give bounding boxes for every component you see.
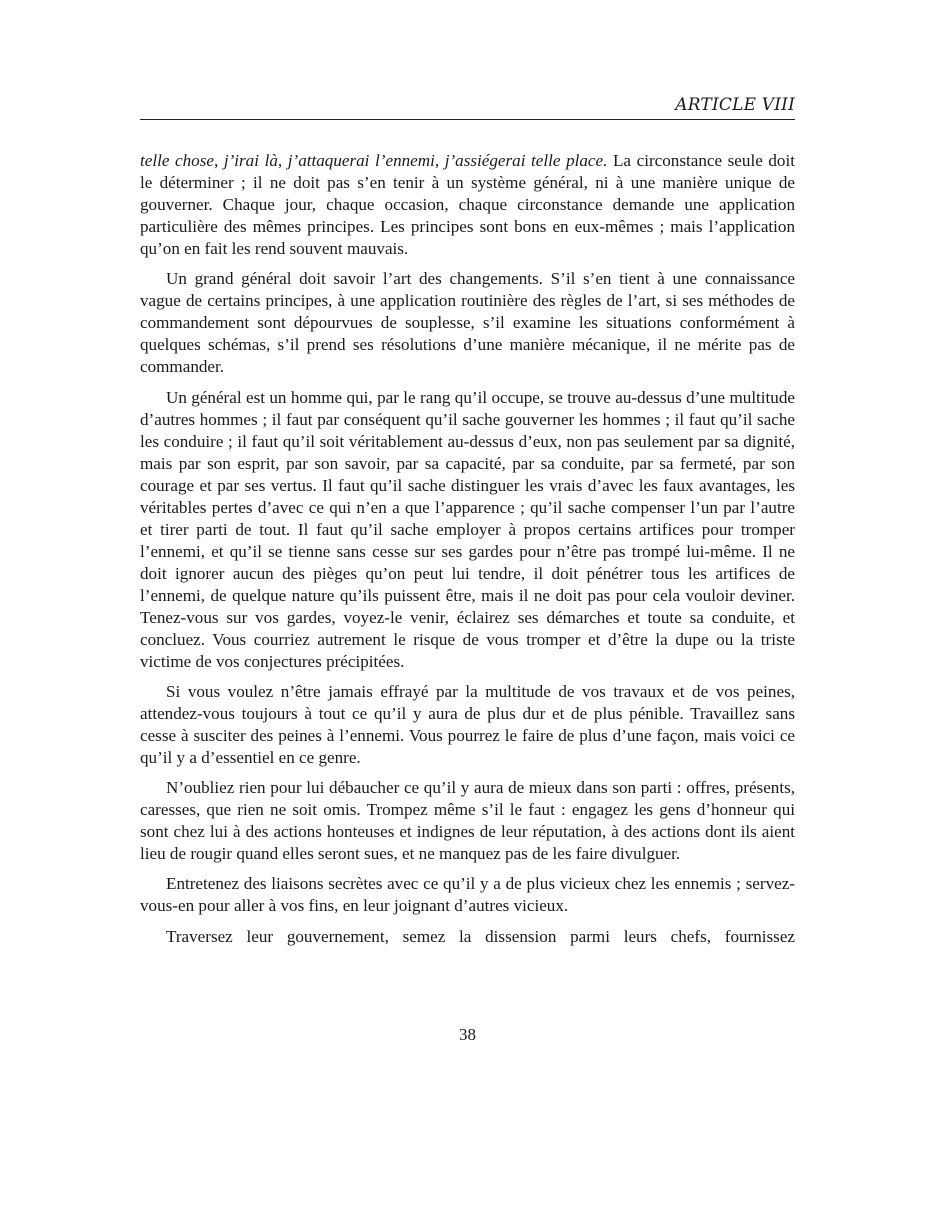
paragraph: N’oubliez rien pour lui débaucher ce qu’il y aura de mieux dans son parti : offres, présents, caresses, que rien ne soit omis. Trompez même s’il le faut : engagez les gens d’honneur qui sont chez lui à des actions honteuses et indignes de leur réputation, à des actions dont ils aient lieu de rougir quand elles seront sues, et ne manquez pas de les faire divulguer. [140,778,795,864]
italic-lead: telle chose, j’irai là, j’attaquerai l’ennemi, j’assiégerai telle place. [140,151,608,170]
paragraph: Entretenez des liaisons secrètes avec ce qu’il y a de plus vicieux chez les ennemis ; servez-vous-en pour aller à vos fins, en leur joignant d’autres vicieux. [140,874,795,916]
running-head: ARTICLE VIII [675,95,795,115]
paragraph: Un grand général doit savoir l’art des changements. S’il s’en tient à une connaissance vague de certains principes, à une application routinière des règles de l’art, si ses méthodes de commandement sont dépourvues de souplesse, s’il examine les situations conformément à quelques schémas, s’il prend ses résolutions d’une manière mécanique, il ne mérite pas de commander. [140,269,795,377]
body-text [140,150,795,956]
paragraph-text: La circonstance seule doit le déterminer ; il ne doit pas s’en tenir à un système général, ni à une manière unique de gouverner. Chaque jour, chaque occasion, chaque circonstance demande une application particulière des mêmes principes. Les principes sont bons en eux-mêmes ; mais l’application qu’on en fait les rend souvent mauvais. [140,151,795,258]
paragraph: Traversez leur gouvernement, semez la dissension parmi leurs chefs, fournissez [166,926,795,946]
paragraph: Si vous voulez n’être jamais effrayé par la multitude de vos travaux et de vos peines, attendez-vous toujours à tout ce qu’il y aura de plus dur et de plus pénible. Travaillez sans cesse à susciter des peines à l’ennemi. Vous pourrez le faire de plus d’une façon, mais voici ce qu’il y a d’essentiel en ce genre. [140,681,795,767]
paragraph: Un général est un homme qui, par le rang qu’il occupe, se trouve au-dessus d’une multitude d’autres hommes ; il faut par conséquent qu’il sache gouverner les hommes ; il faut qu’il sache les conduire ; il faut qu’il soit véritablement au-dessus d’eux, non pas seulement par sa dignité, mais par son esprit, par son savoir, par sa capacité, par sa conduite, par sa fermeté, par son courage et par ses vertus. Il faut qu’il sache distinguer les vrais d’avec les faux avantages, les véritables pertes d’avec ce qui n’en a que l’apparence ; qu’il sache compenser l’un par l’autre et tirer parti de tout. Il faut qu’il sache employer à propos certains artifices pour tromper l’ennemi, et qu’il se tienne sans cesse sur ses gardes pour n’être pas trompé lui-même. Il ne doit ignorer aucun des pièges qu’on peut lui tendre, il doit pénétrer tous les artifices de l’ennemi, de quelque nature qu’ils puissent être, mais il ne doit pas pour cela vouloir deviner. Tenez-vous sur vos gardes, voyez-le venir, éclairez ses démarches et toute sa conduite, et concluez. Vous courriez autrement le risque de vous tromper et d’être la dupe ou la triste victime de vos conjectures précipitées. [140,387,795,671]
page-header [140,95,795,120]
paragraph [140,150,795,260]
page-number: 38 [459,1025,476,1044]
